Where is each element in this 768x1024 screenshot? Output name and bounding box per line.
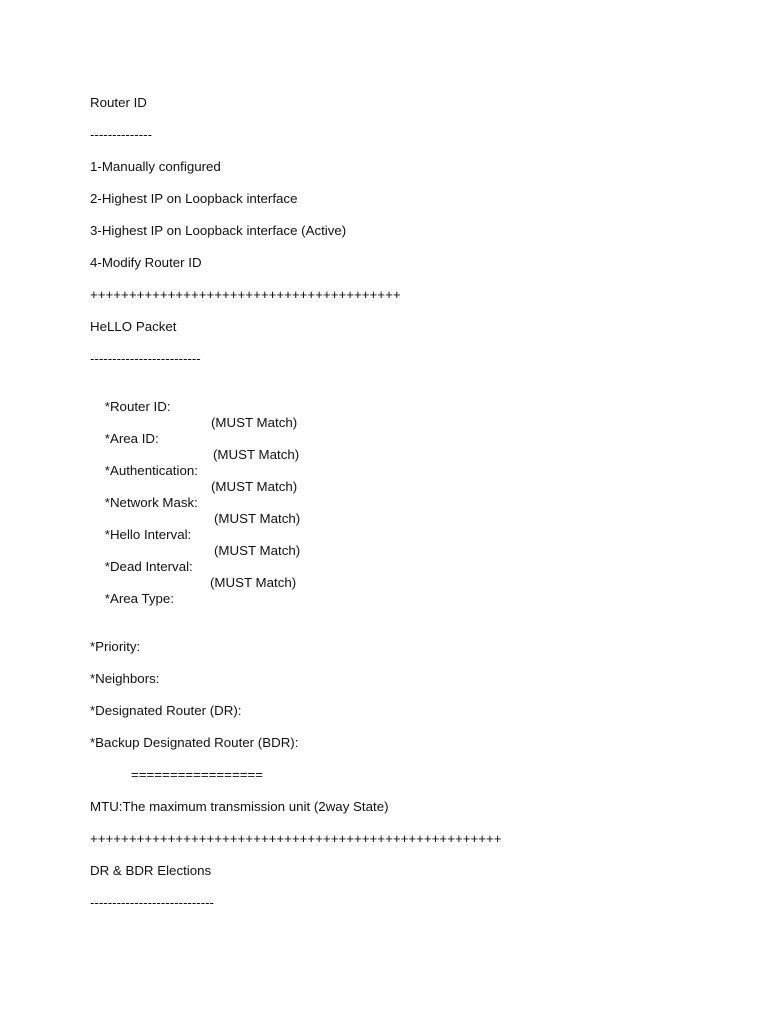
list-item: 2-Highest IP on Loopback interface	[90, 191, 298, 206]
field-note: (MUST Match)	[214, 511, 301, 526]
field-priority: *Priority:	[90, 639, 141, 654]
separator-equals: =================	[131, 767, 264, 782]
list-item: 4-Modify Router ID	[90, 255, 202, 270]
separator-plus: ++++++++++++++++++++++++++++++++++++++++	[90, 287, 401, 302]
field-label: *Area Type:	[104, 591, 175, 606]
field-label: *Authentication:	[104, 463, 198, 478]
field-authentication	[90, 447, 390, 478]
field-area-type	[90, 575, 390, 606]
heading-underline: ----------------------------	[90, 895, 214, 910]
field-neighbors: *Neighbors:	[90, 671, 160, 686]
separator-plus: +++++++++++++++++++++++++++++++++++++++++++++++++++++	[90, 831, 502, 846]
field-note: (MUST Match)	[211, 415, 298, 430]
heading-underline: -------------------------	[90, 351, 201, 366]
heading-router-id: Router ID	[90, 95, 147, 110]
list-item: 1-Manually configured	[90, 159, 221, 174]
field-dead-interval	[90, 543, 390, 574]
field-label: *Area ID:	[104, 431, 159, 446]
field-backup-designated-router: *Backup Designated Router (BDR):	[90, 735, 299, 750]
heading-dr-bdr-elections: DR & BDR Elections	[90, 863, 212, 878]
field-area-id	[90, 415, 390, 446]
field-label: *Router ID:	[104, 399, 171, 414]
field-network-mask	[90, 479, 390, 510]
heading-underline: --------------	[90, 127, 152, 142]
field-hello-interval	[90, 511, 390, 542]
field-designated-router: *Designated Router (DR):	[90, 703, 242, 718]
field-note: (MUST Match)	[213, 447, 300, 462]
field-note: (MUST Match)	[214, 543, 301, 558]
list-item: 3-Highest IP on Loopback interface (Active)	[90, 223, 347, 238]
field-label: *Hello Interval:	[104, 527, 192, 542]
field-note: (MUST Match)	[211, 479, 298, 494]
field-label: *Dead Interval:	[104, 559, 193, 574]
field-label: *Network Mask:	[104, 495, 198, 510]
heading-hello-packet: HeLLO Packet	[90, 319, 177, 334]
field-note: (MUST Match)	[210, 575, 297, 590]
mtu-note: MTU:The maximum transmission unit (2way State)	[90, 799, 389, 814]
